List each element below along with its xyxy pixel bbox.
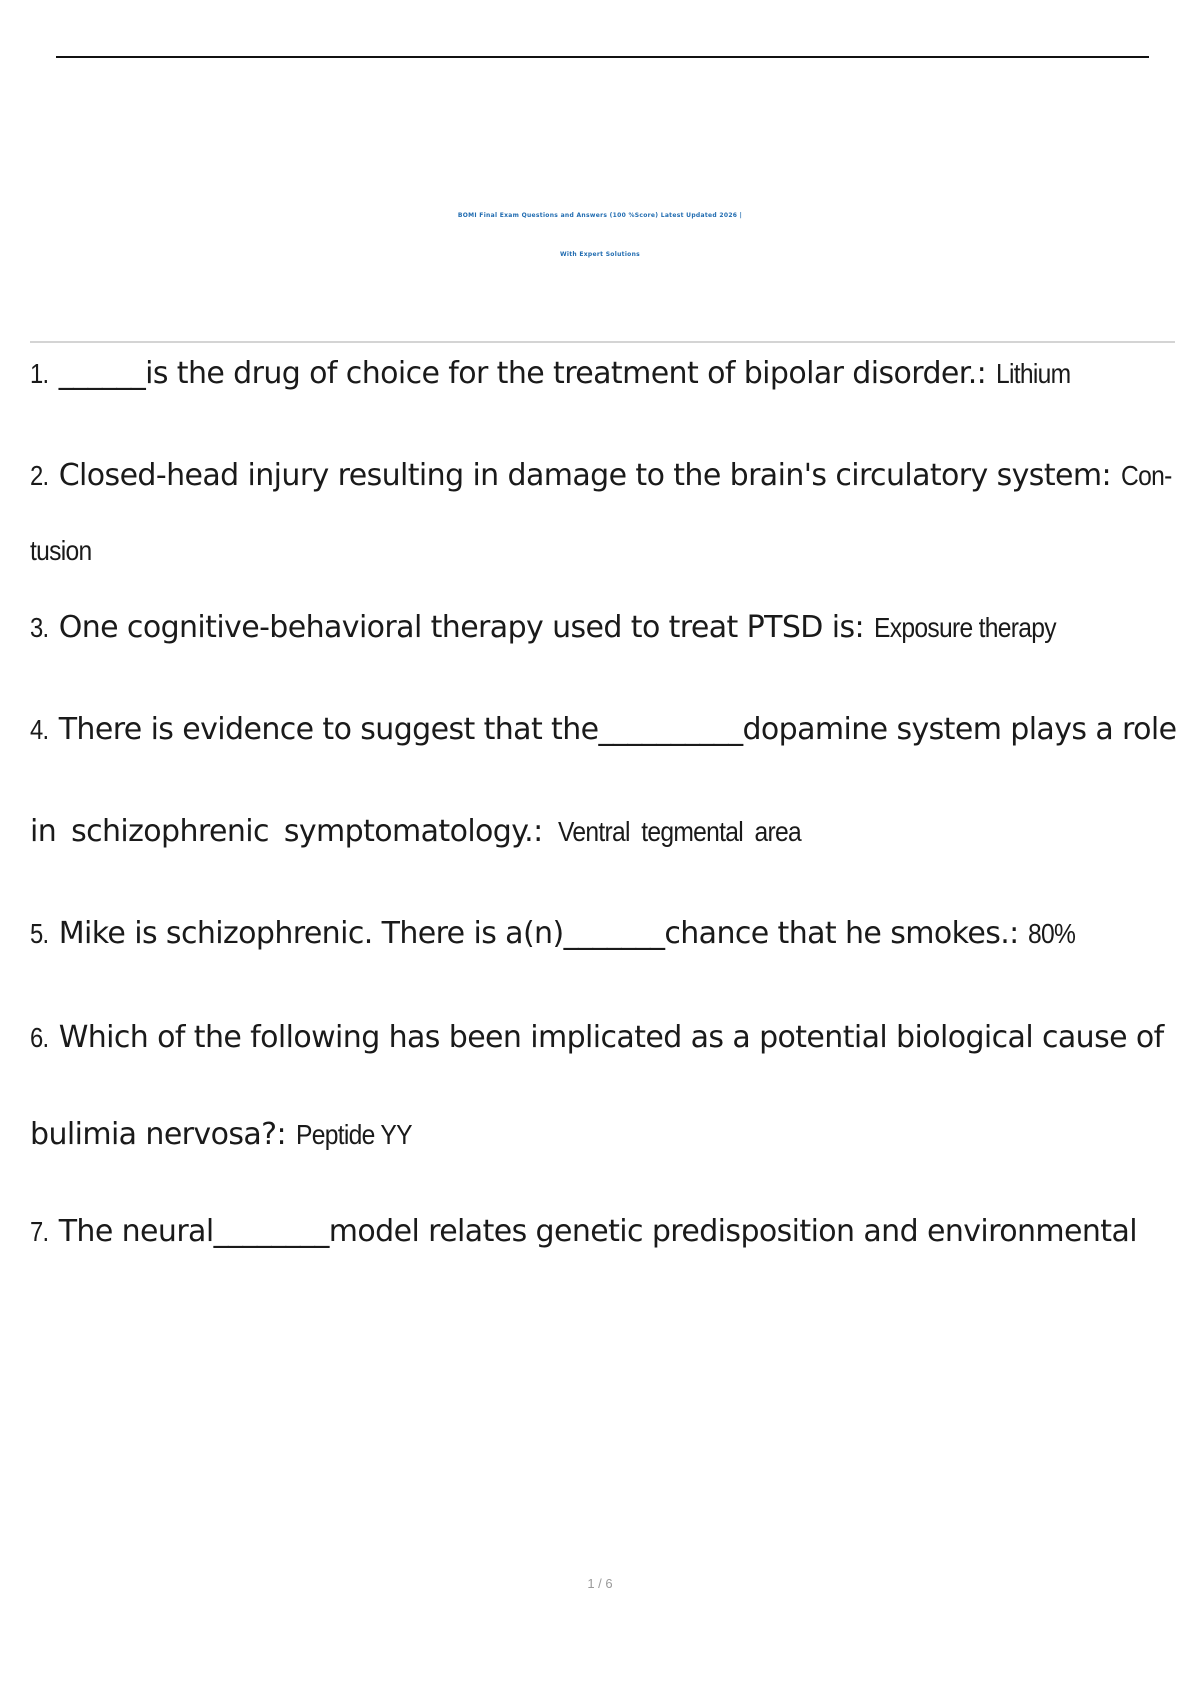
question-5: [30, 916, 1180, 952]
question-1: [30, 356, 1180, 392]
question-text: One cognitive-behavioral therapy used to treat PTSD is:: [49, 610, 864, 645]
title-line-1: BOMI Final Exam Questions and Answers (100 %Score) Latest Updated 2026 |: [457, 212, 743, 219]
question-2: [30, 458, 1180, 494]
question-text: Closed-head injury resulting in damage to the brain's circulatory system:: [49, 458, 1111, 493]
question-text: ______is the drug of choice for the treatment of bipolar disorder.:: [49, 356, 987, 391]
question-text-continuation: in schizophrenic symptomatology.:: [30, 814, 543, 849]
title-line-2: With Expert Solutions: [559, 251, 641, 258]
question-4-continuation: [30, 814, 1180, 850]
question-text: Which of the following has been implicated as a potential biological cause of: [49, 1020, 1164, 1055]
question-number: 1.: [30, 358, 49, 389]
answer-text: Con-: [1120, 460, 1172, 491]
question-2-continuation: [30, 533, 1180, 569]
question-number: 3.: [30, 612, 49, 643]
answer-text: Peptide YY: [295, 1119, 412, 1150]
question-number: 2.: [30, 460, 49, 491]
document-title: [0, 196, 1200, 274]
answer-text: Ventral tegmental area: [558, 816, 802, 847]
question-6-continuation: [30, 1117, 1180, 1153]
question-number: 6.: [30, 1022, 49, 1053]
answer-text: Lithium: [995, 358, 1071, 389]
question-text-continuation: bulimia nervosa?:: [30, 1117, 286, 1152]
question-text: The neural________model relates genetic predisposition and environmental: [49, 1214, 1137, 1249]
answer-text: 80%: [1028, 918, 1076, 949]
answer-text-continuation: tusion: [30, 535, 92, 566]
question-number: 4.: [30, 714, 49, 745]
top-rule: [56, 56, 1149, 58]
question-number: 7.: [30, 1216, 49, 1247]
question-number: 5.: [30, 918, 49, 949]
answer-text: Exposure therapy: [873, 612, 1056, 643]
separator-rule: [30, 341, 1175, 343]
page-indicator: 1 / 6: [587, 1576, 613, 1591]
question-7: [30, 1214, 1180, 1250]
question-text: There is evidence to suggest that the__________dopamine system plays a role: [49, 712, 1177, 747]
question-4: [30, 712, 1180, 748]
question-6: [30, 1020, 1180, 1056]
question-text: Mike is schizophrenic. There is a(n)_______chance that he smokes.:: [49, 916, 1019, 951]
question-3: [30, 610, 1180, 646]
